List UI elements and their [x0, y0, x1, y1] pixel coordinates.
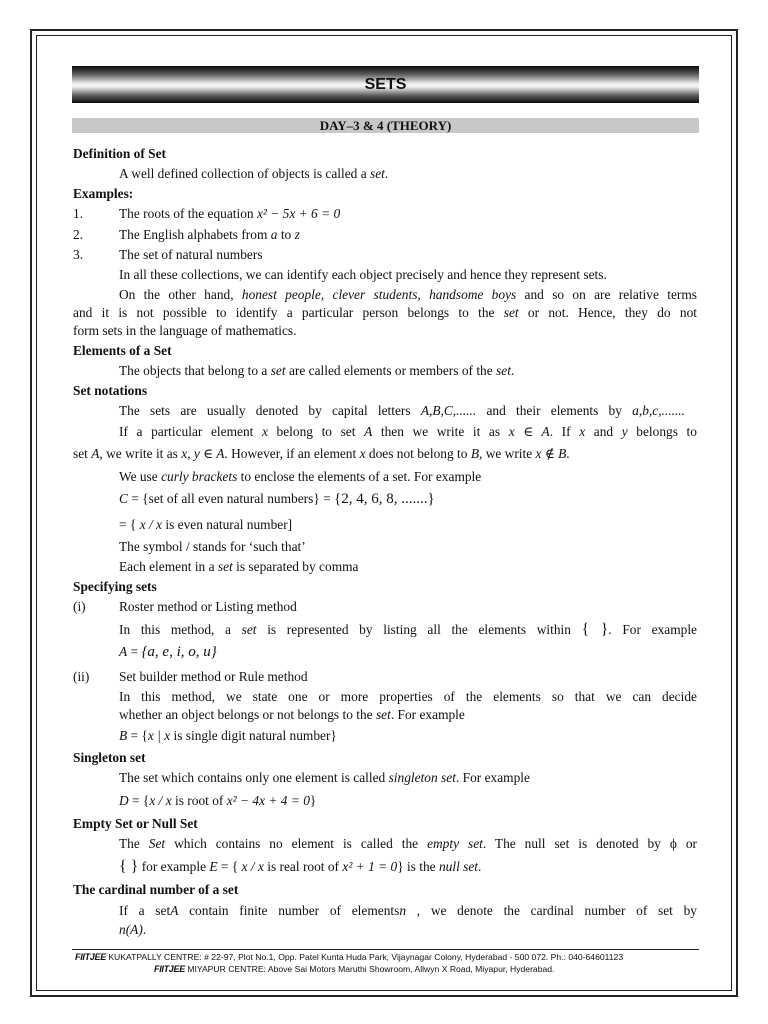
- paragraph: form sets in the language of mathematics.: [73, 323, 297, 338]
- example-e: { } for example E = { x / x is real root of x² + 1 = 0} is the null set.: [119, 858, 482, 875]
- footer-line-1: FIITJEE KUKATPALLY CENTRE: # 22-97, Plot No.1, Opp. Patel Kunta Huda Park, Vijaynagar Colony, Hyderabad - 500 072. Ph.: 040-64601123: [75, 952, 624, 962]
- heading-elements: Elements of a Set: [73, 343, 172, 358]
- heading-empty-set: Empty Set or Null Set: [73, 816, 198, 831]
- paragraph: whether an object belongs or not belongs to the set. For example: [119, 707, 465, 722]
- example-b: B = {x | x is single digit natural number}: [119, 728, 337, 743]
- paragraph: The sets are usually denoted by capital letters A,B,C,...... and their elements by a,b,c,.......: [119, 403, 685, 418]
- heading-specifying: Specifying sets: [73, 579, 157, 594]
- page-title: SETS: [72, 66, 699, 103]
- heading-definition: Definition of Set: [73, 146, 166, 161]
- heading-cardinal: The cardinal number of a set: [73, 882, 239, 897]
- example-3: The set of natural numbers: [119, 247, 263, 262]
- heading-examples: Examples:: [73, 186, 134, 201]
- section-subtitle: DAY–3 & 4 (THEORY): [72, 118, 699, 133]
- example-a: A = {a, e, i, o, u}: [119, 644, 217, 660]
- example-c-builder: = { x / x is even natural number]: [119, 517, 293, 532]
- paragraph: set A, we write it as x, y ∈ A. However, if an element x does not belong to B, we write x ∉ B.: [73, 446, 570, 461]
- paragraph: n(A).: [119, 922, 147, 937]
- fiitjee-logo: FIITJEE: [75, 952, 106, 962]
- example-c: C = {set of all even natural numbers} = {2, 4, 6, 8, .......}: [119, 491, 435, 507]
- definition-text: A well defined collection of objects is called a set.: [119, 166, 389, 181]
- paragraph: If a particular element x belong to set A then we write it as x ∈ A. If x and y belongs to: [119, 424, 697, 439]
- fiitjee-logo: FIITJEE: [154, 964, 185, 974]
- paragraph: The symbol / stands for ‘such that’: [119, 539, 306, 554]
- paragraph: We use curly brackets to enclose the elements of a set. For example: [119, 469, 482, 484]
- paragraph: In this method, we state one or more properties of the elements so that we can decide: [119, 689, 697, 704]
- method-title: Roster method or Listing method: [119, 599, 297, 614]
- paragraph: and it is not possible to identify a particular person belongs to the set or not. Hence, they do not: [73, 305, 697, 320]
- list-number: (ii): [73, 669, 90, 684]
- example-2: The English alphabets from a to z: [119, 227, 300, 242]
- list-number: (i): [73, 599, 86, 614]
- list-number: 1.: [73, 206, 84, 221]
- paragraph: On the other hand, honest people, clever students, handsome boys and so on are relative terms: [119, 287, 697, 302]
- list-number: 3.: [73, 247, 84, 262]
- paragraph: In all these collections, we can identify each object precisely and hence they represent sets.: [119, 267, 607, 282]
- heading-singleton: Singleton set: [73, 750, 146, 765]
- footer-rule: [72, 949, 699, 950]
- list-number: 2.: [73, 227, 84, 242]
- paragraph: Each element in a set is separated by comma: [119, 559, 359, 574]
- paragraph: In this method, a set is represented by listing all the elements within { }. For example: [119, 621, 697, 638]
- heading-notations: Set notations: [73, 383, 148, 398]
- method-title: Set builder method or Rule method: [119, 669, 308, 684]
- paragraph: The objects that belong to a set are called elements or members of the set.: [119, 363, 515, 378]
- example-1: The roots of the equation x² − 5x + 6 = 0: [119, 206, 341, 221]
- paragraph: The set which contains only one element is called singleton set. For example: [119, 770, 530, 785]
- paragraph: The Set which contains no element is called the empty set. The null set is denoted by ϕ or: [119, 836, 697, 851]
- example-d: D = {x / x is root of x² − 4x + 4 = 0}: [119, 793, 317, 808]
- footer-line-2: FIITJEE MIYAPUR CENTRE: Above Sai Motors Maruthi Showroom, Allwyn X Road, Miyapur, Hyderabad.: [154, 964, 555, 974]
- paragraph: If a setA contain finite number of elementsn , we denote the cardinal number of set by: [119, 903, 697, 918]
